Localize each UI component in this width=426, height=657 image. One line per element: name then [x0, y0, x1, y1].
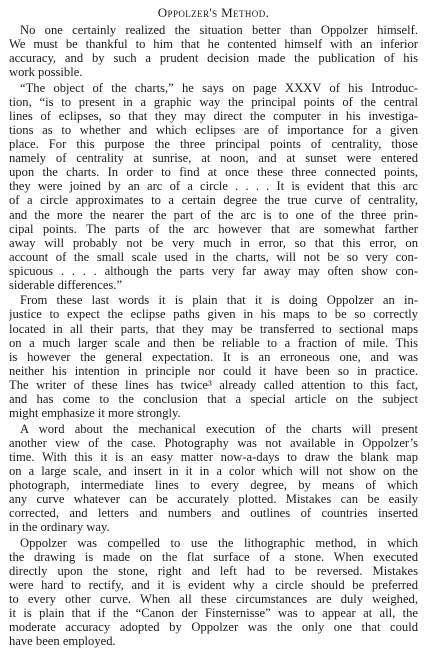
text-line: on a much larger scale and then be reliable to a fraction of mile. This	[9, 335, 418, 350]
text-line: they were joined by an arc of a circle . . . . It is evident that this arc	[9, 179, 418, 194]
text-line: place. For this purpose the three principal points of centrality, those	[9, 137, 418, 152]
text-line: tion, “is to present in a graphic way the principal points of the central	[9, 94, 418, 109]
paragraph	[9, 23, 418, 79]
text-line: cipal points. The parts of the arc however that are somewhat farther	[9, 221, 418, 236]
paragraph	[9, 293, 418, 420]
text-line: of a circle approximates to a certain degree the true curve of centrality,	[9, 193, 418, 208]
text-line: We must be thankful to him that he contented himself with an inferior	[9, 37, 418, 52]
text-line: another view of the case. Photography was not available in Oppolzer’s	[9, 435, 418, 450]
text-line: it is plain that if the “Canon der Finsternisse” was to appear at all, the	[9, 606, 418, 621]
text-line: From these last words it is plain that it is doing Oppolzer an in-	[20, 293, 418, 308]
text-line: account of the small scale used in the charts, will not be so very con-	[9, 249, 418, 264]
text-line: and has come to the conclusion that a special article on the subject	[9, 392, 418, 407]
text-line: the drawing is made on the flat surface of a stone. When executed	[9, 549, 418, 564]
text-line: might emphasize it more strongly.	[9, 406, 181, 421]
text-line: tions as to whether and which eclipses are of importance for a given	[9, 122, 418, 137]
text-line: “The object of the charts,” he says on page XXXV of his Introduc-	[20, 80, 418, 95]
text-line: to every other curve. When all these circumstances are duly weighed,	[9, 591, 418, 606]
text-line: any curve whatever can be accurately plotted. Mistakes can be easily	[9, 491, 418, 506]
text-line: Oppolzer was compelled to use the lithographic method, in which	[20, 535, 418, 550]
text-line: is however the general expectation. It is an erroneous one, and was	[9, 349, 418, 364]
text-line: The writer of these lines has twice³ already called attention to this fact,	[9, 377, 418, 392]
text-line: on a large scale, and insert in it in a color which will not show on the	[9, 463, 418, 478]
paragraph	[9, 536, 418, 649]
text-line: lines of eclipses, so that they may direct the computer in his investiga-	[9, 108, 418, 123]
text-line: directly upon the stone, right and left had to be reversed. Mistakes	[9, 563, 418, 578]
text-line: spicuous . . . . although the parts very far away may often show con-	[9, 263, 418, 278]
text-line: time. With this it is an easy matter now-a-days to draw the blank map	[9, 449, 418, 464]
text-line: justice to expect the eclipse paths given in his maps to be so correctly	[9, 307, 418, 322]
text-line: upon the charts. In order to find at once these three connected points,	[9, 165, 418, 180]
text-line: were hard to rectify, and it is evident why a circle should be preferred	[9, 577, 418, 592]
text-line: A word about the mechanical execution of the charts will present	[20, 421, 418, 436]
text-line: namely of centrality at sunrise, at noon, and at sunset were entered	[9, 151, 418, 166]
text-line: photograph, intermediate lines to every degree, by means of which	[9, 477, 418, 492]
article-body	[9, 23, 418, 648]
text-line: work possible.	[9, 65, 83, 80]
text-line: in the ordinary way.	[9, 520, 110, 535]
text-line: No one certainly realized the situation better than Oppolzer himself.	[20, 23, 418, 37]
text-line: corrected, and letters and numbers and outlines of countries inserted	[9, 506, 418, 521]
text-line: moderate accuracy adopted by Oppolzer was the only one that could	[9, 620, 418, 635]
text-line: neither his intention in principle nor could it have been so in practice.	[9, 363, 418, 378]
text-line: siderable differences.”	[9, 277, 123, 292]
text-line: accuracy, and by such a prudent decision made the publication of his	[9, 51, 418, 66]
paragraph	[9, 81, 418, 292]
running-header: Oppolzer's Method.	[157, 5, 270, 20]
paragraph	[9, 422, 418, 535]
text-line: located in all their parts, that they may be transferred to sectional maps	[9, 321, 418, 336]
text-line: away will probably not be very much in error, so that this error, on	[9, 235, 418, 250]
text-line: have been employed.	[9, 634, 116, 649]
text-line: and the more the nearer the part of the arc is to one of the three prin-	[9, 207, 418, 222]
